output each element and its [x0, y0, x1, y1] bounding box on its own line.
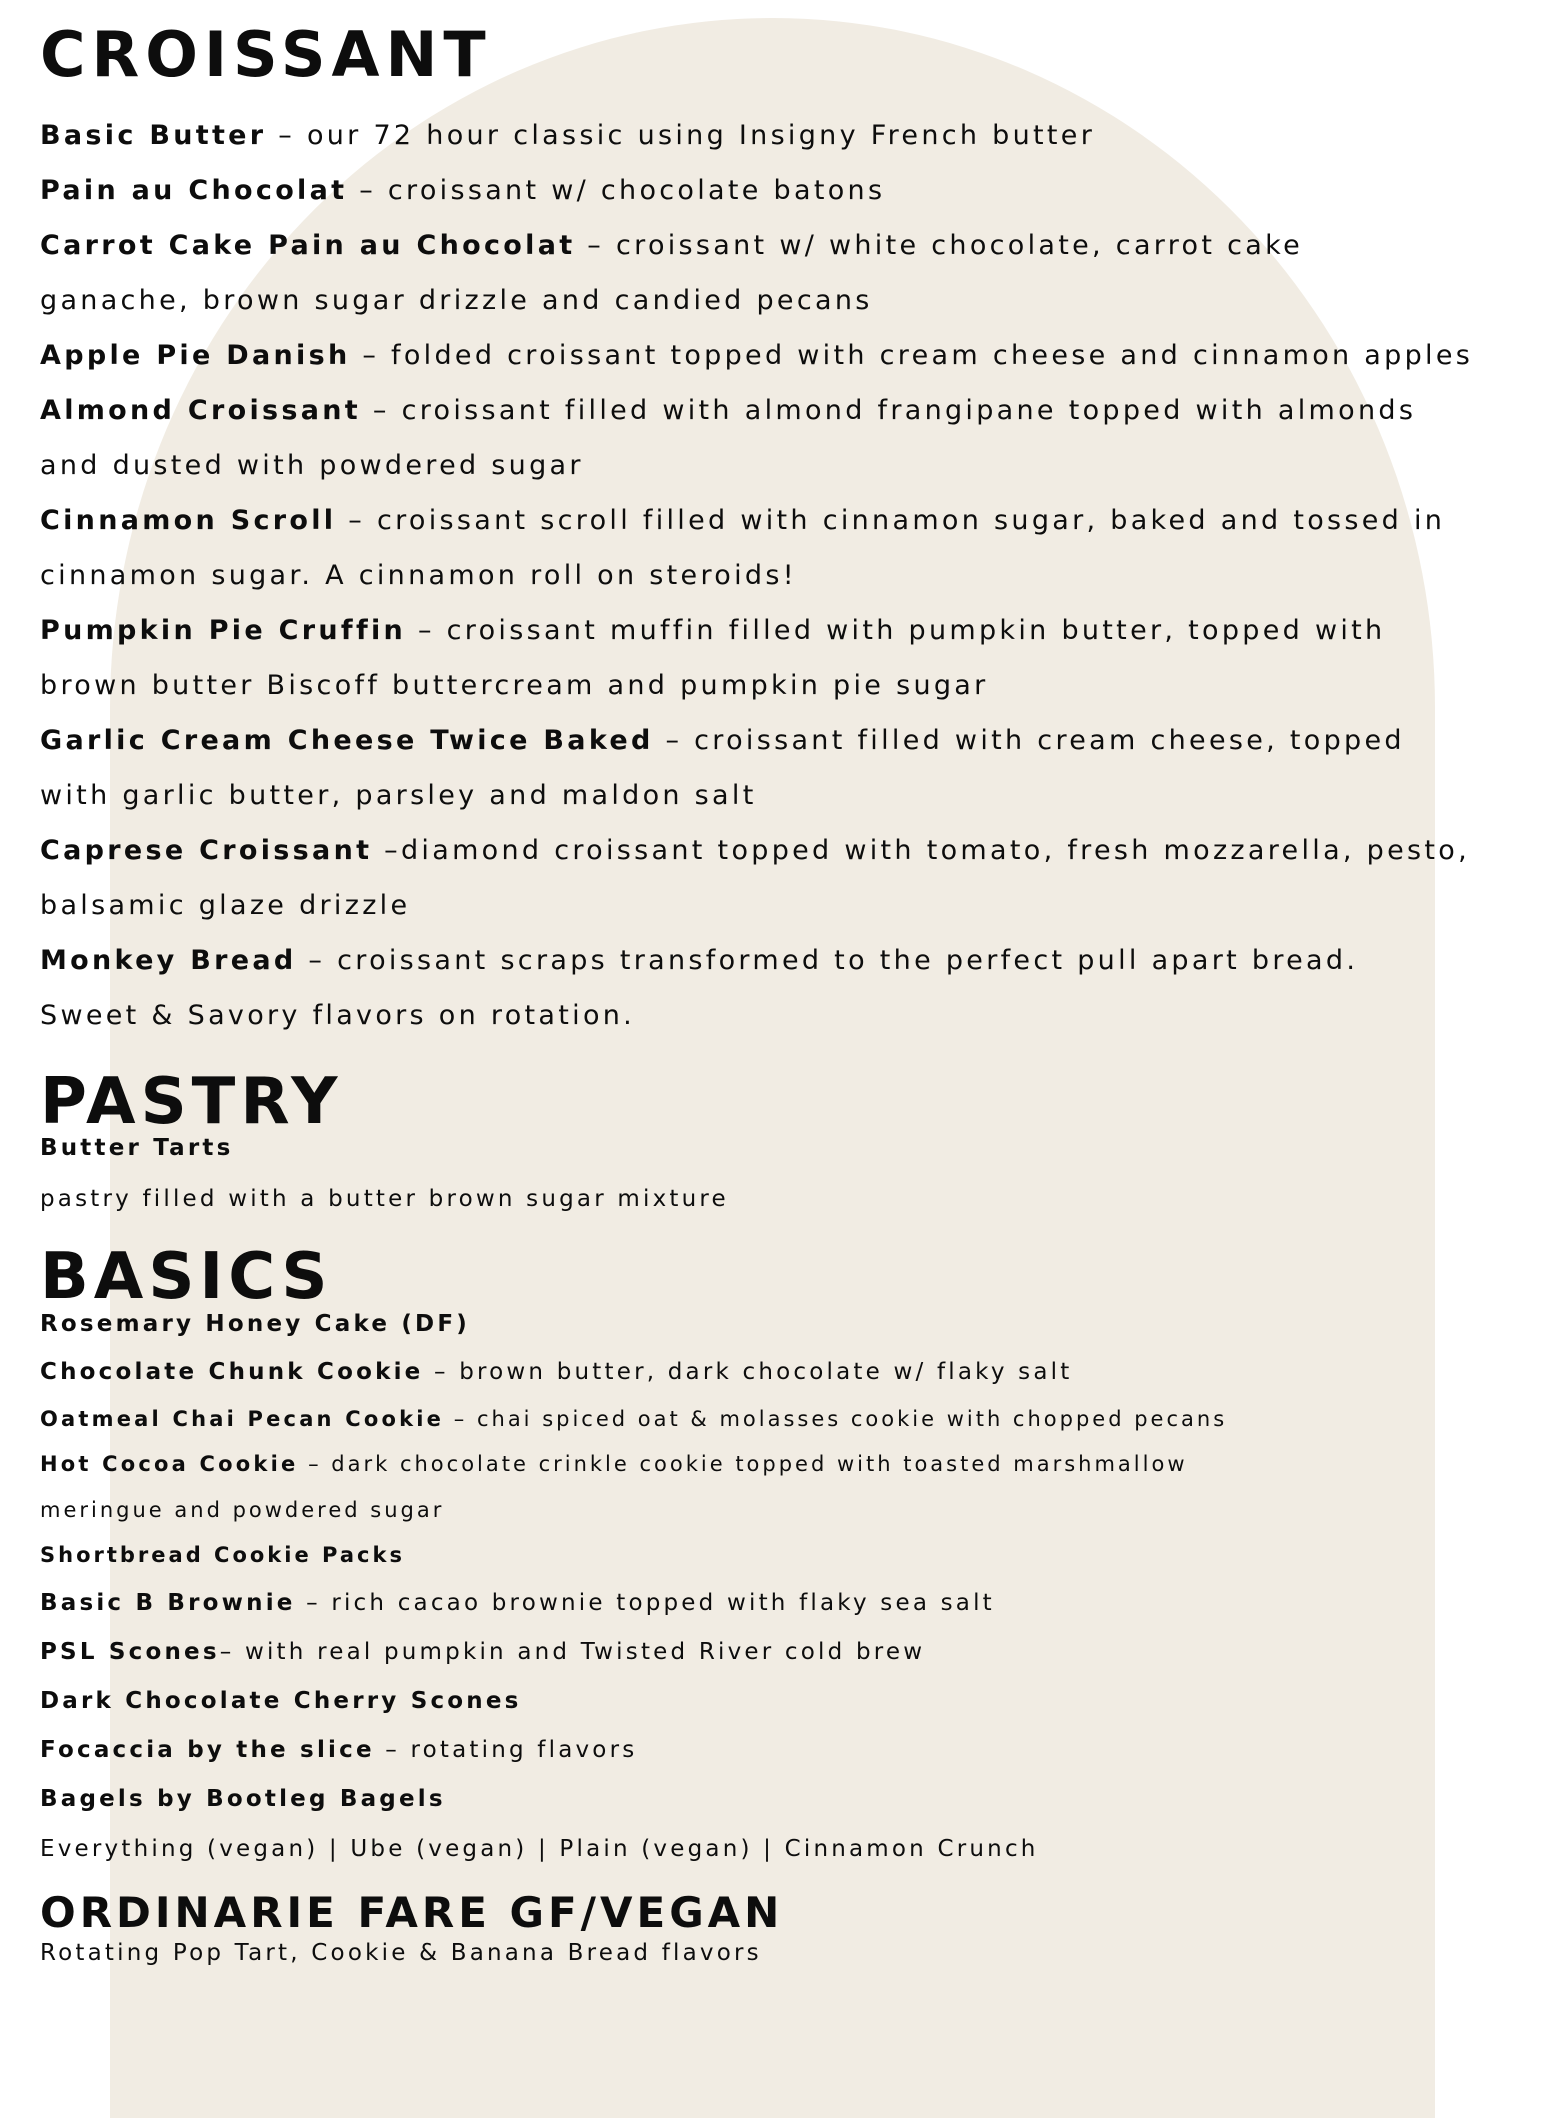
menu-item-carrot-cake: [40, 232, 1303, 259]
section-title-basics: BASICS: [40, 1240, 333, 1314]
item-desc-continued: meringue and powdered sugar: [40, 1498, 445, 1522]
item-desc: – croissant muffin filled with pumpkin butter, topped with: [406, 615, 1386, 646]
item-name: Apple Pie Danish: [40, 340, 351, 371]
item-desc: – croissant scroll filled with cinnamon sugar, baked and tossed in: [336, 505, 1446, 536]
item-name: Chocolate Chunk Cookie: [40, 1359, 424, 1385]
menu-item-psl-scones: [40, 1641, 925, 1664]
item-desc: – croissant scraps transformed to the perfect pull apart bread.: [296, 945, 1359, 976]
menu-item-garlic-cream-cheese: [40, 727, 1405, 754]
item-desc: – rich cacao brownie topped with flaky sea salt: [295, 1590, 995, 1616]
item-desc-continued: balsamic glaze drizzle: [40, 890, 411, 921]
item-desc: – croissant w/ chocolate batons: [347, 175, 886, 206]
item-name: Monkey Bread: [40, 945, 297, 976]
item-desc: – rotating flavors: [374, 1737, 638, 1763]
item-name: Focaccia by the slice: [40, 1737, 375, 1763]
item-name: Pumpkin Pie Cruffin: [40, 615, 407, 646]
menu-item-dark-chocolate-cherry-scones: Dark Chocolate Cherry Scones: [40, 1688, 522, 1714]
item-desc-continued: and dusted with powdered sugar: [40, 450, 584, 481]
item-desc-continued: Sweet & Savory flavors on rotation.: [40, 1000, 636, 1031]
menu-item-apple-pie-danish: [40, 342, 1473, 369]
menu-item-pain-au-chocolat: [40, 177, 885, 204]
item-desc-continued: brown butter Biscoff buttercream and pumpkin pie sugar: [40, 670, 989, 701]
item-name: Hot Cocoa Cookie: [40, 1452, 299, 1476]
item-name: Cinnamon Scroll: [40, 505, 337, 536]
item-name: Garlic Cream Cheese Twice Baked: [40, 725, 654, 756]
menu-item-pumpkin-pie-cruffin: [40, 617, 1385, 644]
menu-item-cinnamon-scroll: [40, 507, 1445, 534]
section-title-pastry: PASTRY: [40, 1065, 343, 1139]
item-desc: – chai spiced oat & molasses cookie with chopped pecans: [444, 1407, 1228, 1431]
item-name: Basic B Brownie: [40, 1590, 296, 1616]
item-desc-continued: with garlic butter, parsley and maldon salt: [40, 780, 757, 811]
menu-item-basic-butter: [40, 122, 1095, 149]
menu-item-bagels: Bagels by Bootleg Bagels: [40, 1786, 446, 1812]
section-title-croissant: CROISSANT: [40, 18, 492, 91]
menu-item-oatmeal-chai-pecan-cookie: [40, 1409, 1227, 1430]
menu-item-focaccia: [40, 1739, 637, 1762]
menu-item-basic-b-brownie: [40, 1592, 995, 1615]
item-name: Oatmeal Chai Pecan Cookie: [40, 1407, 445, 1431]
section-title-ordinarie-fare: ORDINARIE FARE GF/VEGAN: [40, 1888, 784, 1937]
menu-item-shortbread-cookie-packs: Shortbread Cookie Packs: [40, 1543, 405, 1567]
item-name: Carrot Cake Pain au Chocolat: [40, 230, 576, 261]
menu-item-chocolate-chunk-cookie: [40, 1361, 1072, 1384]
menu-item-caprese-croissant: [40, 837, 1470, 864]
item-desc-continued: cinnamon sugar. A cinnamon roll on steroids!: [40, 560, 797, 591]
item-desc: – dark chocolate crinkle cookie topped with toasted marshmallow: [298, 1452, 1188, 1476]
item-name: Pain au Chocolat: [40, 175, 348, 206]
item-name: Basic Butter: [40, 120, 267, 151]
item-desc-continued: ganache, brown sugar drizzle and candied pecans: [40, 285, 873, 316]
item-desc: pastry filled with a butter brown sugar mixture: [40, 1186, 729, 1212]
item-desc: –diamond croissant topped with tomato, fresh mozzarella, pesto,: [372, 835, 1470, 866]
item-desc: – brown butter, dark chocolate w/ flaky salt: [423, 1359, 1073, 1385]
menu-item-butter-tarts: Butter Tarts: [40, 1135, 234, 1161]
item-desc: – our 72 hour classic using Insigny French butter: [266, 120, 1096, 151]
menu-item-rosemary-honey-cake: Rosemary Honey Cake (DF): [40, 1311, 470, 1337]
item-desc: – croissant w/ white chocolate, carrot cake: [575, 230, 1303, 261]
item-name: Caprese Croissant: [40, 835, 373, 866]
item-desc: – with real pumpkin and Twisted River cold brew: [219, 1639, 926, 1665]
menu-item-hot-cocoa-cookie: [40, 1454, 1188, 1475]
section-subtitle-ordinarie-fare: Rotating Pop Tart, Cookie & Banana Bread flavors: [40, 1940, 762, 1966]
item-desc: – folded croissant topped with cream cheese and cinnamon apples: [350, 340, 1474, 371]
item-name: PSL Scones: [40, 1639, 220, 1665]
menu-item-almond-croissant: [40, 397, 1416, 424]
item-desc-continued: Everything (vegan) | Ube (vegan) | Plain (vegan) | Cinnamon Crunch: [40, 1836, 1039, 1862]
item-desc: – croissant filled with almond frangipane topped with almonds: [361, 395, 1417, 426]
menu-item-monkey-bread: [40, 947, 1358, 974]
item-name: Almond Croissant: [40, 395, 362, 426]
item-desc: – croissant filled with cream cheese, topped: [653, 725, 1405, 756]
